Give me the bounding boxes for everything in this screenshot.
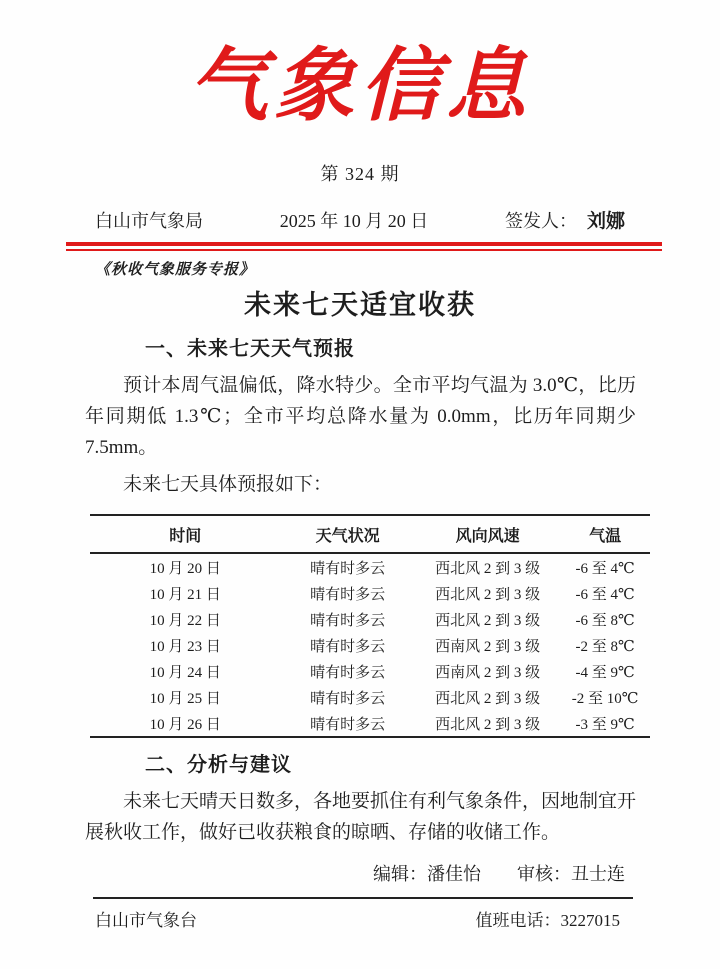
duty-phone-label: 值班电话： xyxy=(475,911,561,930)
section-1-heading: 一、未来七天天气预报 xyxy=(145,338,355,360)
cell-temp: -3 至 9℃ xyxy=(575,716,635,733)
cell-date: 10 月 24 日 xyxy=(149,664,221,681)
col-header-temp: 气温 xyxy=(560,515,650,553)
cell-wind: 西北风 2 到 3 级 xyxy=(435,586,541,603)
duty-phone-block xyxy=(476,906,621,931)
issuer-block xyxy=(505,206,625,233)
forecast-table xyxy=(90,514,650,738)
cell-date: 10 月 21 日 xyxy=(149,586,221,603)
forecast-table-body xyxy=(90,553,650,737)
cell-date: 10 月 23 日 xyxy=(149,638,221,655)
cell-weather: 晴有时多云 xyxy=(310,560,386,577)
section-2-heading: 二、分析与建议 xyxy=(145,754,292,776)
reviewer-label: 审核： xyxy=(517,864,571,884)
cell-wind: 西北风 2 到 3 级 xyxy=(435,612,541,629)
duty-phone-number: 3227015 xyxy=(560,911,620,930)
table-header-row xyxy=(90,515,650,553)
issue-date: 2025 年 10 月 20 日 xyxy=(279,211,429,231)
issue-number: 第 324 期 xyxy=(320,164,400,184)
cell-date: 10 月 22 日 xyxy=(149,612,221,629)
col-header-time: 时间 xyxy=(90,515,280,553)
special-report-tag: 《秋收气象服务专报》 xyxy=(95,262,256,278)
table-lead-in: 未来七天具体预报如下： xyxy=(123,474,333,495)
table-row xyxy=(90,710,650,737)
red-double-rule xyxy=(66,242,662,251)
issuing-org: 白山市气象局 xyxy=(95,211,203,231)
cell-wind: 西北风 2 到 3 级 xyxy=(435,690,541,707)
doc-header xyxy=(95,206,625,233)
cell-wind: 西北风 2 到 3 级 xyxy=(435,716,541,733)
editor-name: 潘佳怡 xyxy=(427,864,481,884)
table-row xyxy=(90,580,650,606)
cell-wind: 西南风 2 到 3 级 xyxy=(435,664,541,681)
section-2-paragraph: 未来七天晴天日数多，各地要抓住有利气象条件，因地制宜开展秋收工作，做好已收获粮食的晾晒、存储的收储工作。 xyxy=(85,791,637,843)
col-header-weather: 天气状况 xyxy=(280,515,414,553)
table-row xyxy=(90,658,650,684)
issuer-label: 签发人： xyxy=(504,211,577,231)
station-name: 白山市气象台 xyxy=(95,911,197,930)
cell-weather: 晴有时多云 xyxy=(310,690,386,707)
col-header-wind: 风向风速 xyxy=(415,515,561,553)
masthead-title: 气象信息 xyxy=(188,38,532,132)
cell-temp: -4 至 9℃ xyxy=(575,664,635,681)
table-row xyxy=(90,553,650,580)
cell-weather: 晴有时多云 xyxy=(310,664,386,681)
cell-temp: -2 至 10℃ xyxy=(571,690,639,707)
document-title: 未来七天适宜收获 xyxy=(244,290,476,320)
cell-weather: 晴有时多云 xyxy=(310,716,386,733)
cell-date: 10 月 25 日 xyxy=(149,690,221,707)
cell-temp: -2 至 8℃ xyxy=(575,638,635,655)
table-row xyxy=(90,632,650,658)
page-footer xyxy=(95,906,620,931)
cell-date: 10 月 20 日 xyxy=(149,560,221,577)
section-1-paragraph: 预计本周气温偏低，降水特少。全市平均气温为 3.0℃，比历年同期低 1.3℃；全市平均总降水量为 0.0mm，比历年同期少 7.5mm。 xyxy=(85,375,636,458)
cell-date: 10 月 26 日 xyxy=(149,716,221,733)
editor-label: 编辑： xyxy=(373,864,427,884)
cell-temp: -6 至 8℃ xyxy=(575,612,635,629)
cell-wind: 西南风 2 到 3 级 xyxy=(435,638,541,655)
forecast-table-header xyxy=(90,515,650,553)
cell-temp: -6 至 4℃ xyxy=(575,560,635,577)
signoff-line xyxy=(0,860,625,886)
issuer-name: 刘娜 xyxy=(586,211,625,232)
cell-weather: 晴有时多云 xyxy=(310,586,386,603)
cell-weather: 晴有时多云 xyxy=(310,638,386,655)
cell-temp: -6 至 4℃ xyxy=(575,586,635,603)
table-row xyxy=(90,606,650,632)
footer-rule xyxy=(93,897,633,899)
cell-weather: 晴有时多云 xyxy=(310,612,386,629)
cell-wind: 西北风 2 到 3 级 xyxy=(435,560,541,577)
table-row xyxy=(90,684,650,710)
reviewer-name: 丑士连 xyxy=(571,864,625,884)
